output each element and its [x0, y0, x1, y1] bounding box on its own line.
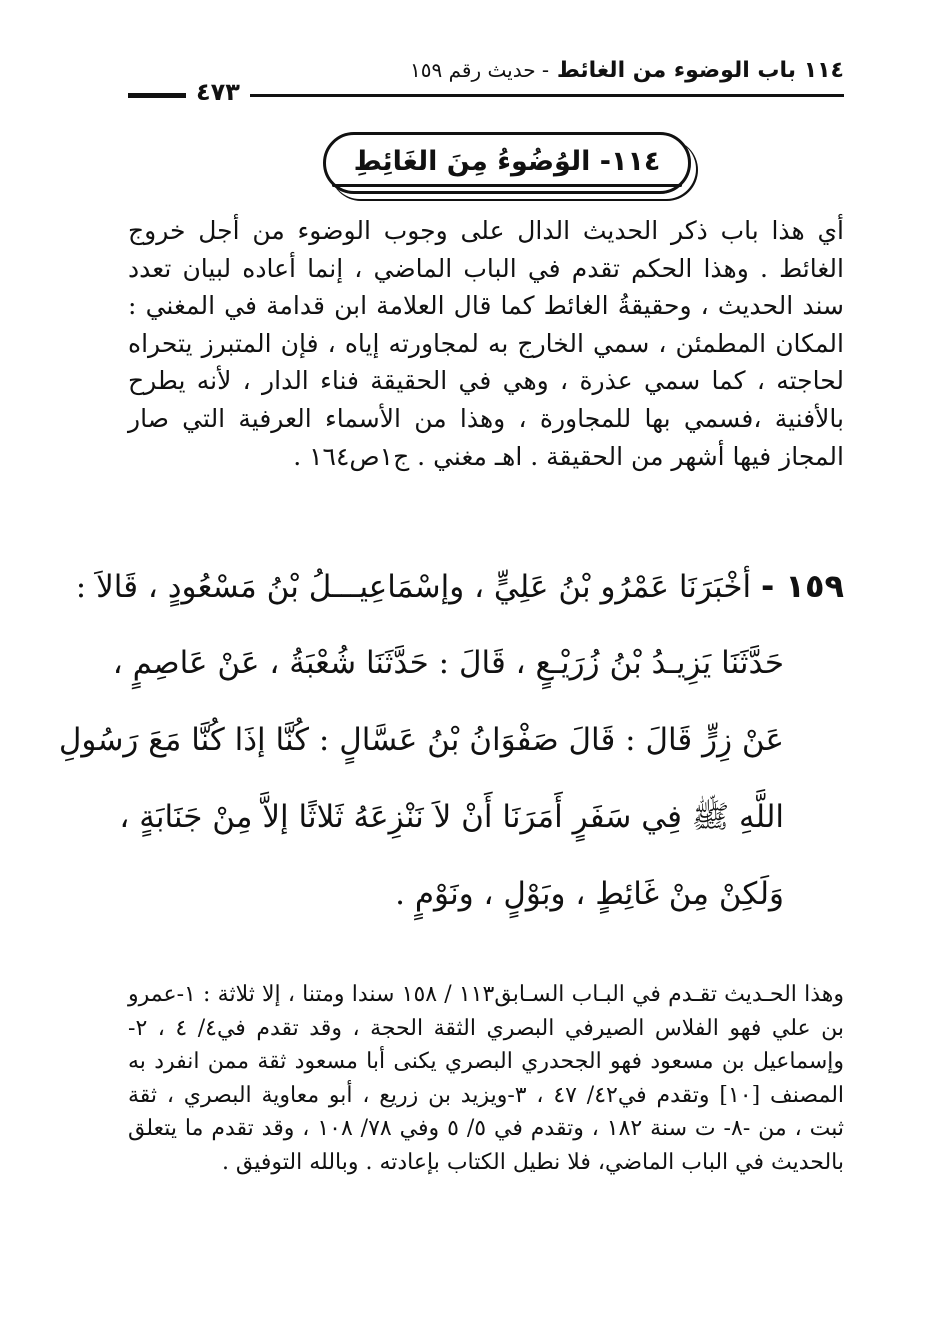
- hadith-line-text: أخْبَرَنَا عَمْرُو بْنُ عَلِيٍّ ، وإسْمَاعِيـــلُ بْنُ مَسْعُودٍ ، قَالاَ :: [75, 569, 752, 605]
- hadith-line: اللَّهِ ﷺ فِي سَفَرٍ أَمَرَنَا أَنْ لاَ نَنْزِعَهُ ثَلاثًا إلاَّ مِنْ جَنَابَةٍ ،: [119, 799, 784, 835]
- hadith-line: عَنْ زِرٍّ قَالَ : قَالَ صَفْوَانُ بْنُ عَسَّالٍ : كُنَّا إذَا كُنَّا مَعَ رَسُولِ: [58, 722, 784, 758]
- header-hadith-ref: - حديث رقم ١٥٩: [410, 58, 550, 82]
- header-rule-end: [128, 93, 186, 98]
- running-header: [128, 58, 844, 106]
- chapter-title-box: [323, 132, 691, 194]
- intro-text: أي هذا باب ذكر الحديث الدال على وجوب الوضوء من أجل خروج الغائط . وهذا الحكم تقدم في الباب الماضي ، إنما أعاده لبيان تعدد سند الحديث ، وحقيقةُ الغائط كما قال العلامة ابن قدامة في المغني : المكان المطمئن ، سمي الخارج به لمجاورته إياه ، فإن المتبرز يتحراه لحاجته ، كما سمي عذرة ، وهي في الحقيقة فناء الدار ، لأنه يطرح بالأفنية ،فسمي بها للمجاورة ، وهذا من الأسماء العرفية التي صار المجاز فيها أشهر من الحقيقة . اهـ مغني . ج١ص١٦٤ .: [128, 216, 844, 471]
- hadith-line: حَدَّثَنَا يَزِيـدُ بْنُ زُرَيْـعٍ ، قَالَ : حَدَّثَنَا شُعْبَةُ ، عَنْ عَاصِمٍ ،: [112, 645, 784, 681]
- intro-paragraph: [128, 212, 844, 475]
- page-number: ٤٧٣: [186, 78, 250, 106]
- hadith-line: [75, 548, 844, 625]
- chapter-title: ١١٤- الوُضُوءُ مِنَ الغَائِطِ: [353, 146, 661, 177]
- commentary-paragraph: [128, 978, 844, 1179]
- hadith-text: [58, 548, 844, 933]
- hadith-number: ١٥٩ -: [760, 567, 844, 605]
- header-title: [410, 58, 844, 83]
- commentary-text: وهذا الحـديث تقـدم في البـاب السـابق١١٣ / ١٥٨ سندا ومتنا ، إلا ثلاثة : ١-عمرو بن علي فهو الفلاس الصيرفي البصري الثقة الحجة ، وقد تقدم في٤/ ٤ ، ٢-وإسماعيل بن مسعود فهو الجحدري البصري يكنى أبا مسعود ثقة ممن انفرد به المصنف [١٠] وتقدم في٤٢/ ٤٧ ، ٣-ويزيد بن زريع ، أبو معاوية البصري ، ثقة ثبت ، من -٨- ت سنة ١٨٢ ، وتقدم في ٥/ ٥ وفي ٧٨/ ١٠٨ ، وقد تقدم ما يتعلق بالحديث في الباب الماضي، فلا نطيل الكتاب بإعادته . وبالله التوفيق .: [128, 982, 845, 1175]
- hadith-line: وَلَكِنْ مِنْ غَائِطٍ ، وبَوْلٍ ، ونَوْمٍ .: [395, 876, 784, 912]
- header-chapter-ref: ١١٤ باب الوضوء من الغائط: [556, 58, 844, 83]
